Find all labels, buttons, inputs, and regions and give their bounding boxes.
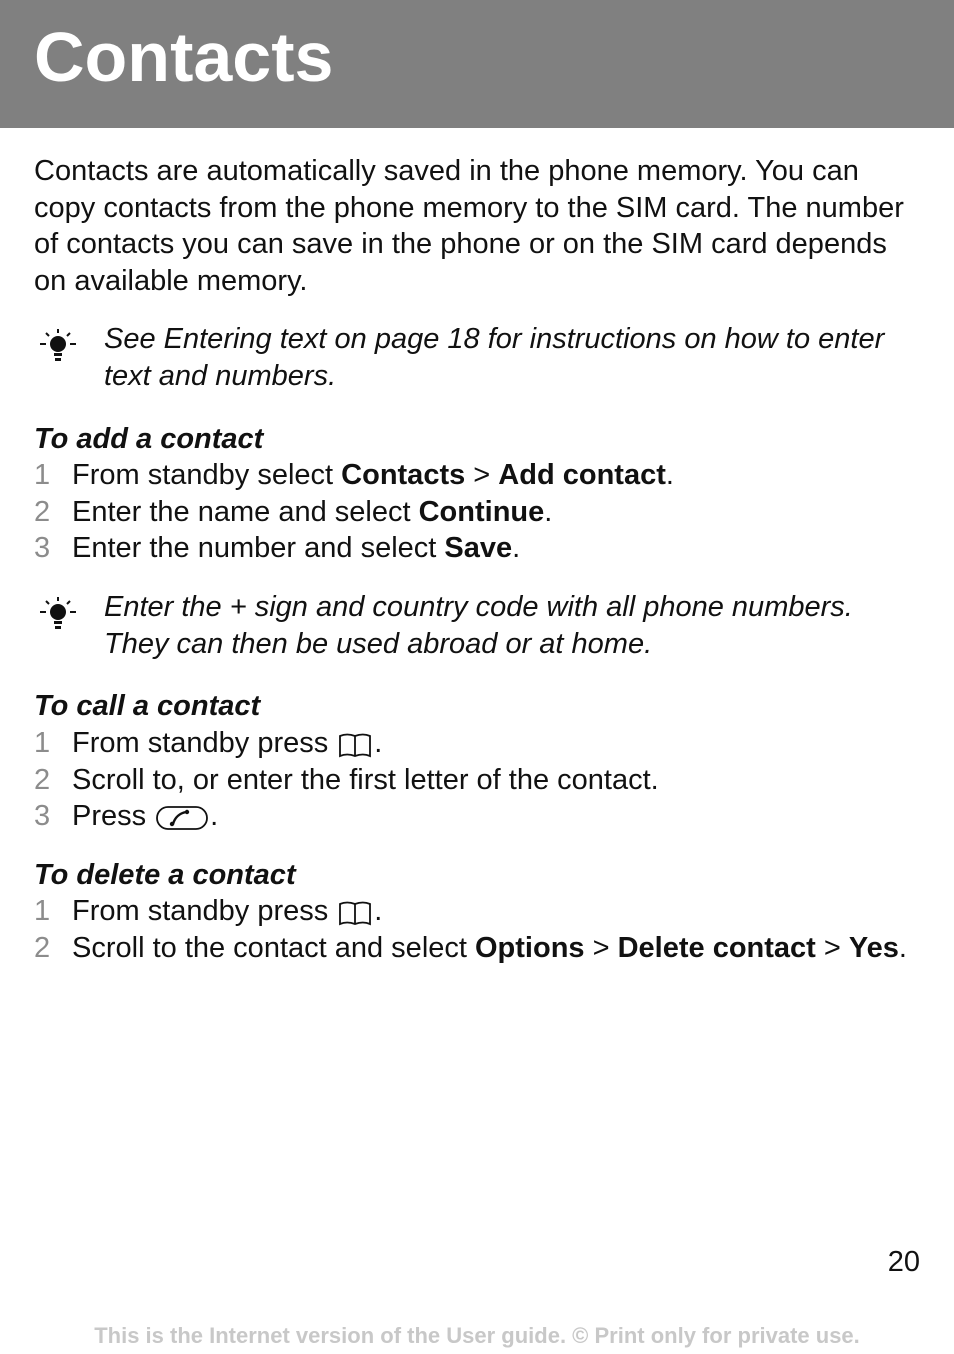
- steps-call: [34, 725, 924, 835]
- phonebook-key-icon: [338, 732, 372, 758]
- step-number: 2: [34, 495, 51, 528]
- page-number: 20: [887, 1246, 920, 1278]
- intro-paragraph: Contacts are automatically saved in the phone memory. You can copy contacts from the phone memory to the SIM card. The number of contacts you can save in the phone or on the SIM card depends on available memory.: [34, 155, 904, 297]
- menu-item-continue: Continue: [418, 495, 545, 528]
- section-heading-add: To add a contact: [34, 423, 264, 455]
- call-key-icon: [156, 805, 208, 831]
- step-number: 3: [34, 532, 51, 564]
- list-item: 3 Enter the number and select Save.: [34, 530, 924, 567]
- header-bar: [0, 0, 954, 128]
- steps-add: [34, 457, 924, 567]
- lightbulb-icon: [38, 597, 78, 633]
- step-number: 1: [34, 895, 51, 927]
- step-number: 3: [34, 800, 51, 832]
- steps-delete: [34, 893, 924, 966]
- phonebook-key-icon: [338, 900, 372, 926]
- step-number: 1: [34, 727, 51, 759]
- list-item: 1 From standby press .: [34, 725, 924, 762]
- menu-item-contacts: Contacts: [341, 459, 466, 491]
- footer-notice: This is the Internet version of the User guide. © Print only for private use.: [94, 1323, 860, 1348]
- menu-item-add-contact: Add contact: [498, 459, 666, 491]
- step-number: 2: [34, 931, 51, 964]
- page-title: Contacts: [34, 18, 334, 96]
- list-item: 3 Press .: [34, 798, 924, 835]
- lightbulb-icon: [38, 329, 78, 365]
- menu-item-save: Save: [444, 532, 513, 564]
- menu-item-yes: Yes: [848, 931, 899, 964]
- menu-item-options: Options: [475, 931, 585, 964]
- list-item: 1 From standby press .: [34, 893, 924, 930]
- list-item: 2 Scroll to, or enter the first letter of the contact.: [34, 762, 924, 799]
- list-item: 2 Enter the name and select Continue.: [34, 494, 924, 531]
- section-heading-call: To call a contact: [34, 690, 261, 722]
- tip-text: See Entering text on page 18 for instructions on how to enter text and numbers.: [104, 323, 885, 392]
- step-number: 2: [34, 763, 51, 796]
- list-item: 2 Scroll to the contact and select Options > Delete contact > Yes.: [34, 930, 924, 967]
- step-number: 1: [34, 459, 51, 491]
- list-item: 1 From standby select Contacts > Add contact.: [34, 457, 924, 494]
- tip-text: Enter the + sign and country code with all phone numbers. They can then be used abroad or at home.: [104, 591, 853, 660]
- menu-item-delete-contact: Delete contact: [617, 931, 816, 964]
- section-heading-delete: To delete a contact: [34, 859, 296, 891]
